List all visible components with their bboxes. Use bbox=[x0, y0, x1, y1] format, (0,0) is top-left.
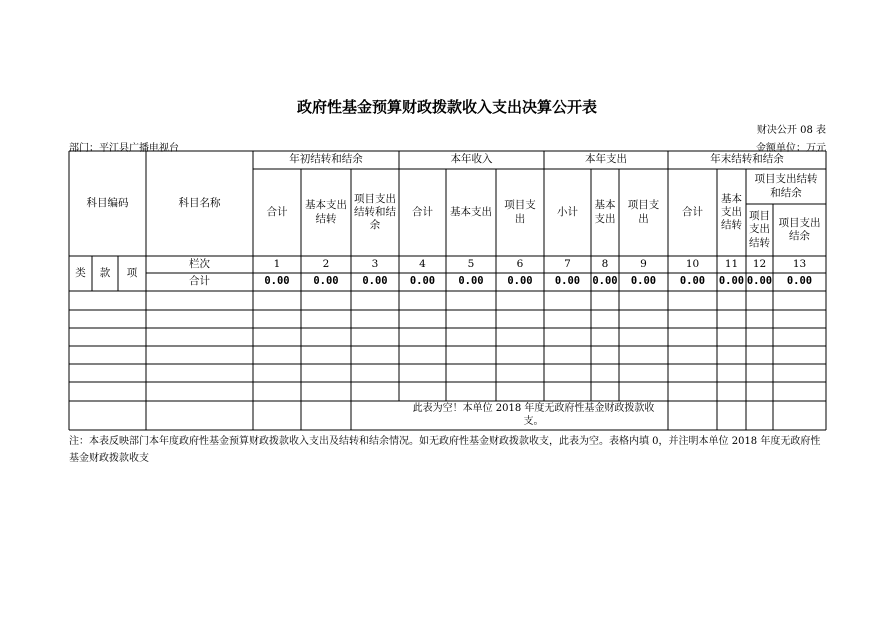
expense-subtotal-header: 小计 bbox=[557, 205, 578, 218]
total-value-9: 0.00 bbox=[630, 275, 657, 288]
current-expense-group-header: 本年支出 bbox=[585, 153, 627, 166]
total-value-10: 0.00 bbox=[679, 275, 706, 288]
column-number-2: 2 bbox=[322, 257, 330, 270]
department-label: 部门：平江县广播电视台 bbox=[69, 143, 179, 154]
closing-project-group-header: 项目支出结转和结余 bbox=[754, 173, 818, 199]
closing-project-balance-header: 项目支出结余 bbox=[778, 216, 821, 242]
column-number-12: 12 bbox=[752, 257, 767, 270]
expense-project-header: 项目支出 bbox=[627, 199, 660, 225]
closing-project-carry-header: 项目支出结转 bbox=[749, 210, 770, 249]
total-value-7: 0.00 bbox=[554, 275, 581, 288]
income-basic-header: 基本支出 bbox=[450, 205, 492, 218]
current-income-group-header: 本年收入 bbox=[450, 153, 493, 166]
column-number-13: 13 bbox=[792, 257, 807, 270]
category-lei-header: 类 bbox=[75, 266, 86, 279]
total-value-11: 0.00 bbox=[718, 275, 745, 288]
opening-balance-group-header: 年初结转和结余 bbox=[289, 153, 363, 166]
column-number-4: 4 bbox=[419, 257, 426, 270]
total-value-1: 0.00 bbox=[264, 275, 290, 288]
footnote: 注：本表反映部门本年度政府性基金预算财政拨款收入支出及结转和结余情况。如无政府性基金财政拨款收支，此表为空。表格内填 0，并注明本单位 2018 年度无政府性基金财政拨款收支 bbox=[69, 436, 821, 464]
column-number-1: 1 bbox=[273, 257, 281, 270]
amount-unit-label: 金额单位：万元 bbox=[756, 143, 826, 154]
closing-basic-header: 基本支出结转 bbox=[721, 192, 742, 232]
empty-table-notice: 此表为空！本单位 2018 年度无政府性基金财政拨款收支。 bbox=[412, 403, 655, 427]
subject-code-header: 科目编码 bbox=[86, 196, 129, 209]
column-number-3: 3 bbox=[371, 257, 379, 270]
column-number-6: 6 bbox=[516, 257, 524, 270]
column-number-9: 9 bbox=[640, 257, 647, 270]
total-value-12: 0.00 bbox=[746, 275, 773, 288]
opening-project-header: 项目支出结转和结余 bbox=[354, 192, 396, 232]
expense-basic-header: 基本支出 bbox=[594, 199, 616, 225]
report-title: 政府性基金预算财政拨款收入支出决算公开表 bbox=[296, 98, 597, 116]
total-value-8: 0.00 bbox=[592, 275, 618, 288]
column-number-label: 栏次 bbox=[189, 257, 210, 270]
opening-total-header: 合计 bbox=[266, 205, 288, 218]
column-number-7: 7 bbox=[564, 257, 571, 270]
closing-balance-group-header: 年末结转和结余 bbox=[710, 153, 784, 166]
total-value-4: 0.00 bbox=[409, 275, 436, 288]
total-value-5: 0.00 bbox=[458, 275, 484, 288]
form-number: 财决公开 08 表 bbox=[756, 125, 826, 136]
column-number-11: 11 bbox=[724, 257, 739, 270]
income-project-header: 项目支出 bbox=[504, 199, 536, 225]
total-value-13: 0.00 bbox=[786, 275, 813, 288]
closing-total-header: 合计 bbox=[682, 205, 703, 218]
category-xiang-header: 项 bbox=[126, 266, 138, 279]
total-row-label: 合计 bbox=[189, 275, 210, 288]
subject-name-header: 科目名称 bbox=[178, 196, 221, 209]
total-value-2: 0.00 bbox=[313, 275, 339, 288]
column-number-5: 5 bbox=[467, 257, 475, 270]
category-kuan-header: 款 bbox=[99, 266, 111, 279]
column-number-10: 10 bbox=[685, 257, 700, 270]
opening-basic-header: 基本支出结转 bbox=[305, 199, 347, 225]
total-value-6: 0.00 bbox=[507, 275, 533, 288]
total-value-3: 0.00 bbox=[362, 275, 388, 288]
income-total-header: 合计 bbox=[412, 205, 433, 218]
column-number-8: 8 bbox=[601, 257, 609, 270]
